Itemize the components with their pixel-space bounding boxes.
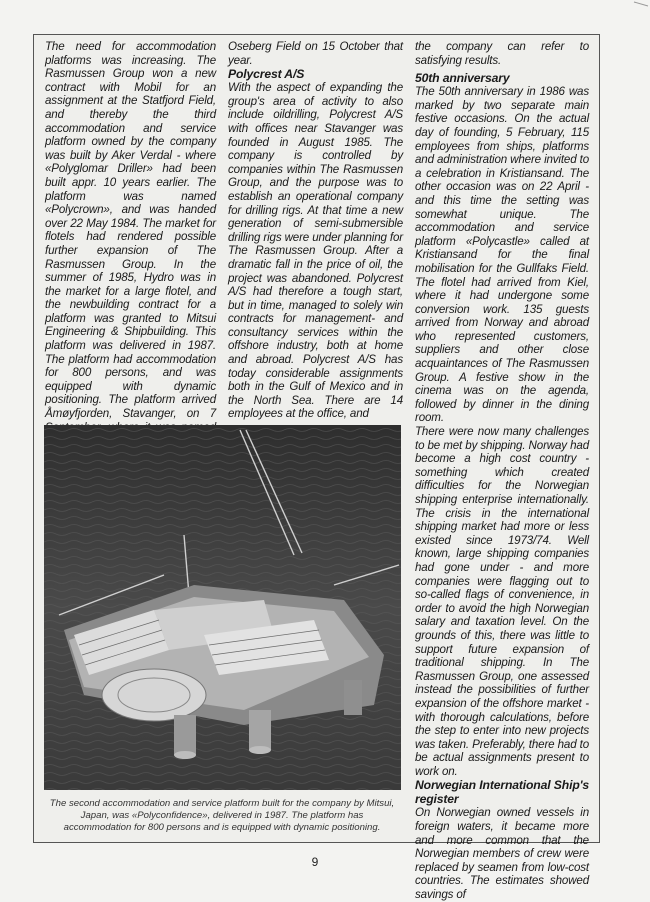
column-2-paragraph: With the aspect of expanding the group's area of activity to also include oildrilling, Polycrest A/S with offices near Stavanger was founded in August 1985. The company is controlled by companies within The Rasmussen Group, and the purpose was to establish an operational company for drilling rigs. At that time a new generation of semi-submersible drilling rigs were under planning for The Rasmussen Group. After a dramatic fall in the price of oil, the project was abandoned. Polycrest A/S had therefore a tough start, but in time, managed to solely win contracts for management- and consultancy services within the offshore industry, both at home and abroad. Polycrest A/S has today considerable assignments both in the Gulf of Mexico and in the North Sea. There are 14 employees at the office, and [228, 81, 403, 421]
shipping-challenges-paragraph: There were now many challenges to be met by shipping. Norway had become a high cost country - something which created difficulties for the Norwegian shipping enterprise internationally. The crisis in the international shipping market had more or less existed since 1973/74. Well known, large shipping companies had gone under - and more companies were flagging out to so-called flags of convenience, in order to avoid the high Norwegian salary and taxation level. On the grounds of this, there was little to support future expansion of traditional shipping. In The Rasmussen Group, one assessed instead the possibilities of further expansion of the offshore market - with thorough calculations, before the step to enter into new projects was taken. Preferably, there had to be actual assignments present to work on. [415, 425, 589, 778]
scan-mark-icon [632, 0, 650, 10]
anniversary-paragraph: The 50th anniversary in 1986 was marked by two separate main festive occasions. On the actual day of founding, 5 February, 115 employees from ships, platforms and administration where invited to a celebration in Kristiansand. The other occasion was on 22 April - and this time the setting was somewhat unique. The accommodation and service platform «Polycastle» called at Kristiansand for the final mobilisation for the Gullfaks Field. The flotel had arrived from Kiel, where it had undergone some conversion work. 135 guests arrived from Norway and abroad who represented customers, suppliers and other close acquaintances of The Rasmussen Group. A festive show in the cinema was on the agenda, followed by dinner in the dining room. [415, 85, 589, 425]
text-column-1 [45, 40, 216, 461]
heading-polycrest: Polycrest A/S [228, 67, 305, 82]
heading-50th-anniversary: 50th anniversary [415, 71, 510, 86]
page-number: 9 [311, 855, 319, 869]
photo-caption: The second accommodation and service platform built for the company by Mitsui, Japan, was «Polyconfidence», delivered in 1987. The platform has accommodation for 800 persons and is equipped with dynamic positioning. [49, 798, 395, 833]
text-column-3 [415, 40, 589, 902]
text-column-2 [228, 40, 403, 421]
ship-register-paragraph: On Norwegian owned vessels in foreign waters, it became more and more common that the Norwegian members of crew were replaced by seamen from low-cost countries. The estimates showed savings of [415, 806, 589, 902]
platform-photo [44, 425, 401, 790]
column-3-intro: the company can refer to satisfying results. [415, 40, 589, 67]
column-1-paragraph: The need for accommodation platforms was increasing. The Rasmussen Group won a new contract with Mobil for an assignment at the Statfjord Field, and thereby the third accommodation and service platform owned by the company was built by Aker Verdal - where «Polyglomar Driller» had been built appr. 10 years earlier. The platform was named «Polycrown», and was handed over 22 May 1984. The market for flotels had rendered possible further expansion of The Rasmussen Group. In the summer of 1985, Hydro was in the market for a large flotel, and the newbuilding contract for a platform was granted to Mitsui Engineering & Shipbuilding. This platform was delivered in 1987. The platform had accommodation for 800 persons, and was equipped with dynamic positioning. The platform arrived Åmøyfjorden, Stavanger, on 7 [45, 40, 216, 421]
column-2-intro: Oseberg Field on 15 October that year. [228, 40, 403, 67]
heading-ship-register: Norwegian International Ship's register [415, 778, 589, 807]
